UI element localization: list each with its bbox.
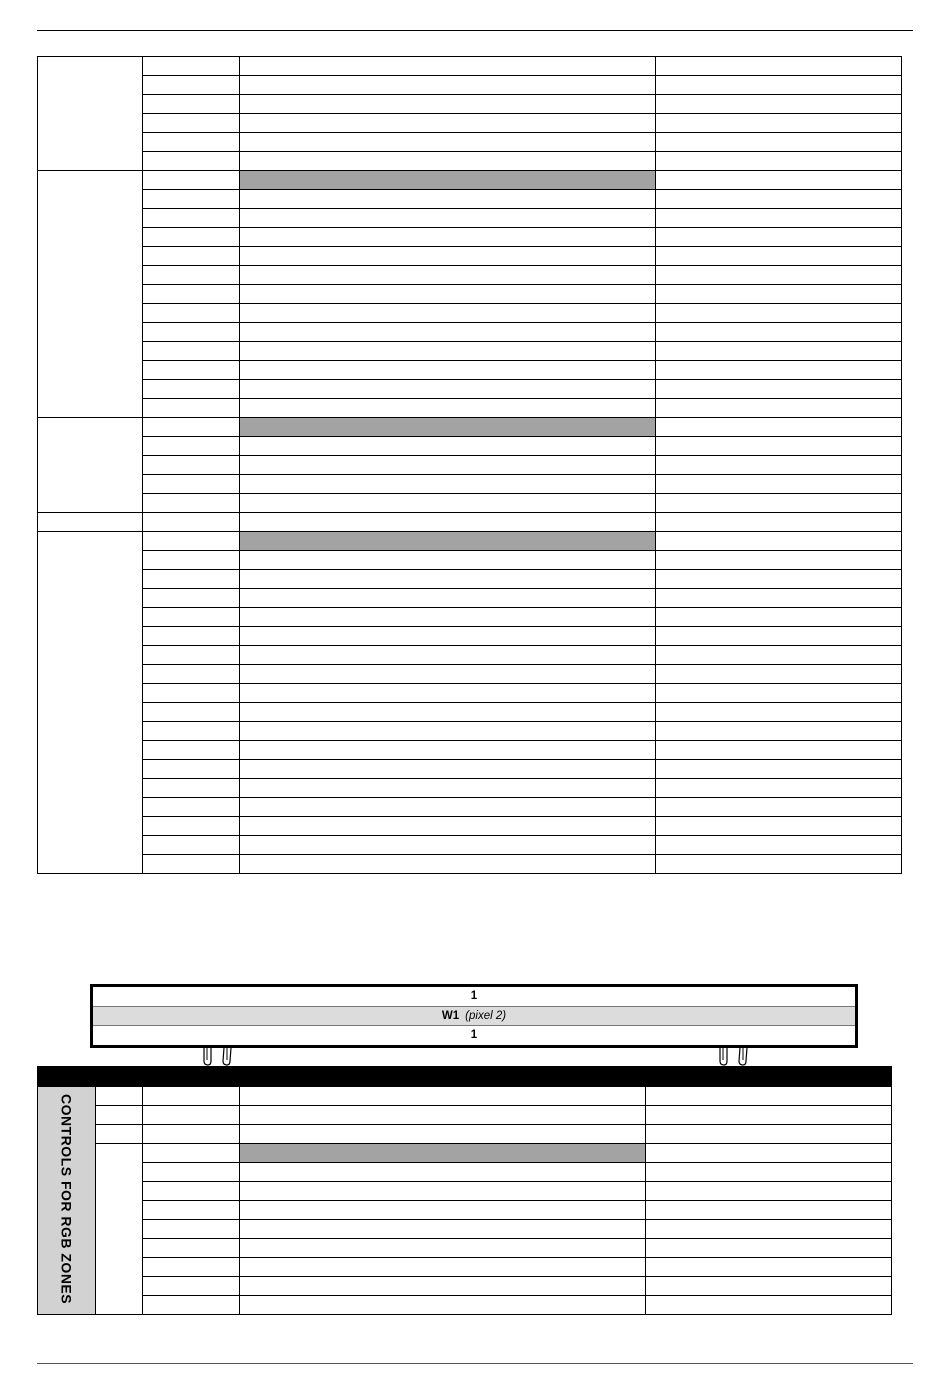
table-cell (143, 1239, 240, 1258)
table-cell (143, 342, 240, 361)
table-row (38, 399, 902, 418)
table-cell (143, 513, 240, 532)
table-cell (96, 1087, 143, 1106)
table-cell (646, 1201, 892, 1220)
table-cell (240, 361, 656, 380)
table-cell (240, 646, 656, 665)
pixel-strip-row-bottom (93, 1026, 855, 1045)
table-cell (143, 646, 240, 665)
table-cell (143, 570, 240, 589)
group-cell (38, 171, 143, 418)
table-row (38, 855, 902, 874)
table-cell (143, 1182, 240, 1201)
table-cell (143, 1296, 240, 1315)
table-cell (143, 171, 240, 190)
table-cell (240, 342, 656, 361)
table-cell (656, 703, 902, 722)
table-row (38, 95, 902, 114)
table-cell (240, 1277, 646, 1296)
table-cell (656, 722, 902, 741)
table-row (38, 646, 902, 665)
table-cell (240, 779, 656, 798)
table-cell (656, 190, 902, 209)
table-cell (143, 190, 240, 209)
table-cell (143, 399, 240, 418)
table-cell (143, 1106, 240, 1125)
table-cell (240, 437, 656, 456)
table-cell (240, 551, 656, 570)
table-cell (240, 304, 656, 323)
table-cell (656, 456, 902, 475)
table-row (38, 114, 902, 133)
table-row (38, 209, 902, 228)
group-cell (38, 532, 143, 874)
table-cell (143, 418, 240, 437)
table-row (38, 1087, 892, 1106)
header-cell (38, 1067, 646, 1087)
table-cell (656, 817, 902, 836)
table-cell (143, 722, 240, 741)
table-cell (143, 361, 240, 380)
table-cell (656, 418, 902, 437)
table-cell (646, 1239, 892, 1258)
table-cell (656, 627, 902, 646)
table-cell (240, 152, 656, 171)
table-cell (240, 494, 656, 513)
table-row (38, 475, 902, 494)
table-row (38, 1220, 892, 1239)
table-cell (656, 608, 902, 627)
table-cell (240, 1125, 646, 1144)
table-row (38, 1163, 892, 1182)
table-cell (143, 228, 240, 247)
table-cell (656, 361, 902, 380)
table-cell (646, 1106, 892, 1125)
table-cell (646, 1258, 892, 1277)
table-row (38, 190, 902, 209)
table-row (38, 684, 902, 703)
table-cell (143, 589, 240, 608)
table-cell (143, 741, 240, 760)
table-row (38, 589, 902, 608)
table-row (38, 779, 902, 798)
table-cell (96, 1125, 143, 1144)
table-row (38, 1239, 892, 1258)
rgb-zones-controls-table (37, 1066, 892, 1315)
table-cell (240, 1106, 646, 1125)
table-cell (656, 209, 902, 228)
table-cell (656, 855, 902, 874)
table-row (38, 152, 902, 171)
table-cell (240, 798, 656, 817)
table-row (38, 342, 902, 361)
table-cell (656, 475, 902, 494)
group-cell (38, 418, 143, 513)
table-cell (240, 475, 656, 494)
table-row (38, 665, 902, 684)
table-cell (656, 171, 902, 190)
table-cell (656, 266, 902, 285)
table-cell (143, 760, 240, 779)
table-cell (240, 266, 656, 285)
table-cell (656, 779, 902, 798)
table-cell (143, 152, 240, 171)
table-cell (656, 836, 902, 855)
table-cell (240, 836, 656, 855)
group-cell (38, 513, 143, 532)
table-cell (646, 1220, 892, 1239)
table-row (38, 323, 902, 342)
table-cell (143, 247, 240, 266)
table-cell (240, 741, 656, 760)
table-cell (143, 608, 240, 627)
table-row (38, 1106, 892, 1125)
table-cell (143, 57, 240, 76)
table-cell (143, 437, 240, 456)
table-row (38, 247, 902, 266)
table-cell (656, 399, 902, 418)
table-cell (143, 1125, 240, 1144)
controls-side-label: CONTROLS FOR RGB ZONES (58, 1093, 75, 1305)
table-row (38, 836, 902, 855)
table-cell (656, 114, 902, 133)
table-cell (656, 57, 902, 76)
table-cell (646, 1144, 892, 1163)
pixel-strip-row-top (93, 987, 855, 1007)
table-row (38, 608, 902, 627)
table-cell (143, 475, 240, 494)
table-cell (240, 76, 656, 95)
group-cell (96, 1144, 143, 1315)
table-row (38, 304, 902, 323)
table-cell (143, 380, 240, 399)
table-cell (656, 494, 902, 513)
table-row (38, 798, 902, 817)
table-cell (656, 247, 902, 266)
table-row (38, 456, 902, 475)
table-cell (143, 494, 240, 513)
table-cell (656, 95, 902, 114)
table-row (38, 551, 902, 570)
table-cell (143, 817, 240, 836)
table-cell (656, 684, 902, 703)
table-row (38, 494, 902, 513)
table-cell (143, 133, 240, 152)
table-cell (656, 304, 902, 323)
table-cell (143, 323, 240, 342)
table-cell (240, 1296, 646, 1315)
table-row (38, 760, 902, 779)
table-cell (240, 684, 656, 703)
table-cell (143, 627, 240, 646)
pixel-strip (90, 984, 858, 1048)
table-cell (240, 665, 656, 684)
table-cell (656, 133, 902, 152)
table-row (38, 57, 902, 76)
group-cell (38, 57, 143, 171)
table-cell (240, 760, 656, 779)
table-cell (646, 1296, 892, 1315)
table-cell (656, 570, 902, 589)
table-cell (240, 703, 656, 722)
table-cell (656, 152, 902, 171)
table-cell (656, 665, 902, 684)
table-cell (656, 532, 902, 551)
table-row (38, 513, 902, 532)
table-cell (240, 247, 656, 266)
table-cell (240, 1258, 646, 1277)
table-cell (240, 57, 656, 76)
table-cell (240, 95, 656, 114)
table-cell (96, 1106, 143, 1125)
table-cell (143, 76, 240, 95)
table-cell (143, 684, 240, 703)
table-cell (240, 608, 656, 627)
table-cell (143, 1220, 240, 1239)
pixel-strip-top-value: 1 (470, 990, 478, 1002)
table-cell (143, 798, 240, 817)
mounting-clip-icon (716, 1048, 750, 1066)
table-cell (240, 1239, 646, 1258)
table-cell (656, 646, 902, 665)
table-cell (240, 589, 656, 608)
table-cell (656, 798, 902, 817)
table-cell (656, 228, 902, 247)
table-cell (656, 589, 902, 608)
table-cell (143, 855, 240, 874)
table-cell (143, 209, 240, 228)
table-cell (143, 456, 240, 475)
table-row (38, 1277, 892, 1296)
shaded-cell (240, 171, 656, 190)
table-row (38, 285, 902, 304)
table-row (38, 133, 902, 152)
table-cell (143, 665, 240, 684)
table-cell (240, 1163, 646, 1182)
table-cell (143, 304, 240, 323)
table-row (38, 361, 902, 380)
footer-rule (37, 1363, 913, 1364)
table-row (38, 418, 902, 437)
pixel-strip-row-middle (93, 1007, 855, 1027)
table-cell (656, 380, 902, 399)
table-cell (240, 209, 656, 228)
table-row (38, 228, 902, 247)
table-row (38, 171, 902, 190)
table-cell (143, 266, 240, 285)
table-row (38, 437, 902, 456)
table-cell (240, 570, 656, 589)
table-cell (240, 513, 656, 532)
table-row (38, 627, 902, 646)
table-cell (656, 760, 902, 779)
table-row (38, 703, 902, 722)
table-cell (240, 228, 656, 247)
table-cell (656, 551, 902, 570)
table-cell (646, 1277, 892, 1296)
pixel-strip-label: W1 (441, 1009, 460, 1022)
table-cell (240, 399, 656, 418)
table-row (38, 722, 902, 741)
table-cell (143, 836, 240, 855)
table-row (38, 741, 902, 760)
pixel-strip-bottom-value: 1 (470, 1029, 478, 1041)
table-row (38, 1258, 892, 1277)
table-row (38, 1182, 892, 1201)
table-cell (143, 1087, 240, 1106)
table-cell (656, 76, 902, 95)
table-row (38, 76, 902, 95)
table-cell (240, 627, 656, 646)
table-row (38, 570, 902, 589)
table-cell (143, 532, 240, 551)
table-cell (240, 855, 656, 874)
table-header-row (38, 1067, 892, 1087)
table-cell (143, 1258, 240, 1277)
table-cell (240, 380, 656, 399)
table-cell (240, 133, 656, 152)
table-cell (240, 190, 656, 209)
table-row (38, 1201, 892, 1220)
table-row (38, 266, 902, 285)
table-cell (240, 1220, 646, 1239)
header-cell (646, 1067, 892, 1087)
table-cell (656, 323, 902, 342)
table-cell (143, 779, 240, 798)
table-cell (143, 1163, 240, 1182)
table-cell (143, 95, 240, 114)
table-cell (646, 1087, 892, 1106)
table-cell (143, 1201, 240, 1220)
table-cell (143, 1144, 240, 1163)
table-cell (656, 342, 902, 361)
table-cell (240, 1182, 646, 1201)
shaded-cell (240, 1144, 646, 1163)
table-cell (646, 1163, 892, 1182)
table-cell (143, 114, 240, 133)
table-cell (656, 513, 902, 532)
table-row (38, 1125, 892, 1144)
table-row (38, 817, 902, 836)
table-cell (240, 722, 656, 741)
shaded-cell (240, 418, 656, 437)
table-cell (240, 323, 656, 342)
header-rule (37, 30, 913, 31)
table-cell (646, 1125, 892, 1144)
table-cell (143, 703, 240, 722)
table-cell (656, 285, 902, 304)
table-cell (240, 817, 656, 836)
channel-table-upper (37, 56, 902, 874)
table-cell (143, 285, 240, 304)
table-cell (240, 1201, 646, 1220)
table-cell (143, 1277, 240, 1296)
table-cell (143, 551, 240, 570)
mounting-clip-icon (200, 1048, 234, 1066)
table-cell (240, 285, 656, 304)
table-cell (240, 114, 656, 133)
table-cell (240, 456, 656, 475)
table-row (38, 380, 902, 399)
table-row (38, 532, 902, 551)
shaded-cell (240, 532, 656, 551)
table-cell (646, 1182, 892, 1201)
table-cell (240, 1087, 646, 1106)
table-cell (656, 437, 902, 456)
table-row (38, 1144, 892, 1163)
table-row (38, 1296, 892, 1315)
pixel-strip-note: (pixel 2) (465, 1009, 507, 1022)
table-cell (656, 741, 902, 760)
controls-side-label-cell (38, 1087, 96, 1315)
